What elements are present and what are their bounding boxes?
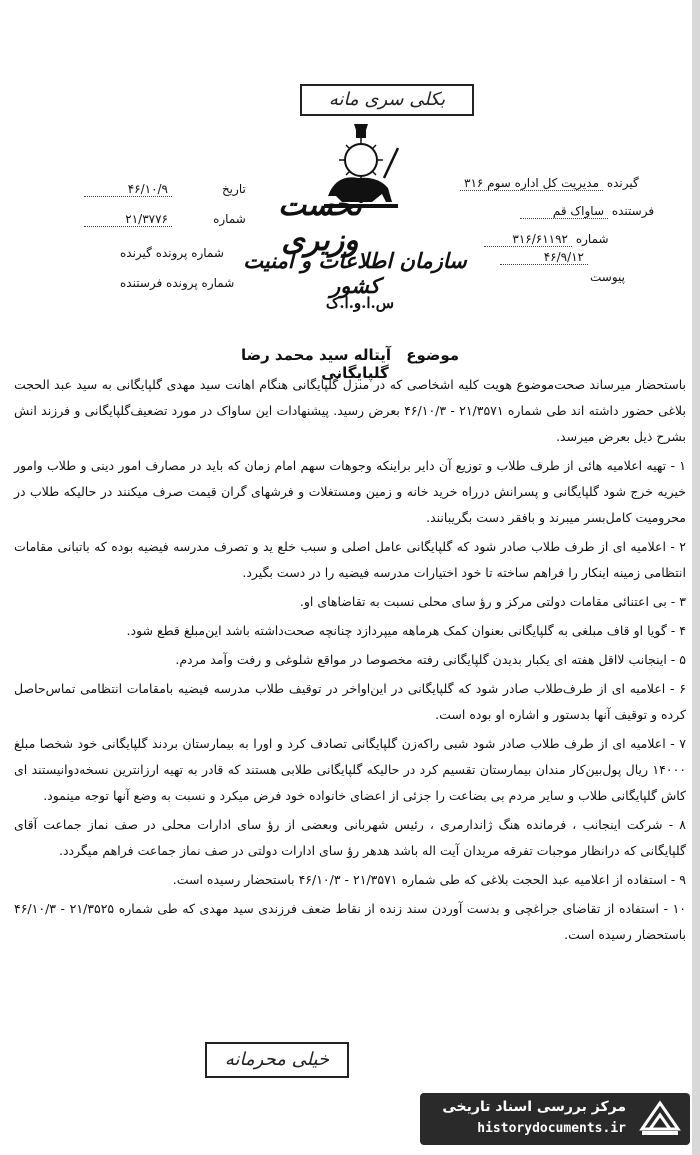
left-date-row — [84, 182, 246, 197]
org-subtitle: سازمان اطلاعات و امنیت کشور — [243, 248, 467, 298]
right-number-row — [484, 232, 609, 247]
letter-body — [14, 372, 686, 948]
subject-text: آیتاله سید محمد رضا گلپایگانی — [240, 346, 391, 382]
archive-name: مرکز بررسی اسناد تاریخی — [442, 1099, 626, 1115]
sender-file-row — [120, 276, 234, 290]
body-intro: باستحضار میرساند صحت‌موضوع هویت کلیه اشخاصی که در منزل گلپایگانی هنگام اهانت سید مهدی گلپایگانی به سید عبد الحجت بلاغی حضور داشته اند طی شماره ۲۱/۳۵۷۱ - ۴۶/۱۰/۳ بعرض رسید. پیشنهادات این ساواک در مورد تضعیف‌گلپایگانی و فرزند انش بشرح ذیل بعرض میرسد. — [14, 377, 686, 444]
body-item-5: ۵ - اینجانب لااقل هفته ای یکبار بدیدن گلپایگانی رفته مخصوصا در مواقع شلوغی و رفت وآمد مردم. — [175, 652, 686, 667]
sender-file-label: شماره پرونده فرستنده — [120, 276, 235, 290]
body-item-9: ۹ - استفاده از اعلامیه‌ عبد الحجت بلاغی که طی شماره ۲۱/۳۵۷۱ - ۴۶/۱۰/۳ باستحضار رسیده است. — [172, 872, 686, 887]
right-date-value: ۴۶/۹/۱۲ — [500, 250, 588, 265]
sender-row — [520, 204, 654, 219]
body-item-8: ۸ - شرکت اینجانب ، فرمانده هنگ ژاندارمری ، رئیس شهربانی وبعضی از رؤ سای ادارات محلی در صف نماز جماعت آقای گلپایگانی که درانظار موجبات تفرقه مریدان آیت اله باشد هدهر رؤ سای ادارات دولتی در صف نماز جماعت فراهم میگردد. — [14, 817, 686, 858]
receiver-file-label: شماره پرونده گیرنده — [120, 246, 224, 260]
org-code: س.ا.و.ا.ک — [325, 294, 395, 312]
body-item-3: ۳ - بی اعتنائی مقامات دولتی مرکز و رؤ سای محلی نسبت به تقاضاهای او. — [299, 594, 686, 609]
org-title: نخست وزیری — [278, 188, 362, 258]
receiver-file-row — [120, 246, 224, 260]
scan-edge — [692, 0, 700, 1155]
receiver-label: گیرنده — [606, 176, 639, 190]
archive-watermark — [420, 1093, 690, 1145]
body-item-6: ۶ - اعلامیه ای از طرف‌طلاب صادر شود که گلپایگانی در این‌اواخر در توقیف طلاب مدرسه فیضیه بامقامات انتظامی تماس‌حاصل کرده و توقیف آنها بدستور و اشاره او بوده است. — [14, 681, 686, 722]
body-item-10: ۱۰ - استفاده از تقاضای جراغچی و بدست آوردن سند زنده از نقاط ضعف فرزندی سید مهدی که طی شماره ۲۱/۳۵۲۵ - ۴۶/۱۰/۳ باستحضار رسیده است. — [14, 901, 686, 942]
sender-value: ساواک قم — [520, 204, 608, 219]
right-number-value: ۳۱۶/۶۱۱۹۲ — [484, 232, 572, 247]
body-item-7: ۷ - اعلامیه ای از طرف طلاب صادر شود شبی راکه‌زن گلپایگانی تصادف کرد و اورا به بیمارستان بردند گلپایگانی خود شخصا مبلغ ۱۴۰۰۰ ریال پول‌بین‌کار مندان بیمارستان تقسیم کرد در حالیکه گلپایگانی طلابی هستند که قادر به تهیه ارزانترین نسخه‌دوانیستند ای کاش گلپایگانی طلاب و سایر مردم بی بضاعت را جزئی از اعضای خانواده خود فرض میکرد و نسبت به وضع آنها توجه مینمود. — [14, 736, 686, 803]
top-classification-stamp: بکلی سری مانه — [300, 84, 474, 116]
body-item-4: ۴ - گویا او قاف مبلغی به گلپایگانی بعنوان کمک هرماهه میپردازد چنانچه صحت‌داشته باشد این‌مبلغ قطع شود. — [126, 623, 686, 638]
left-number-row — [84, 212, 246, 227]
number-value: ۲۱/۳۷۷۶ — [84, 212, 172, 227]
receiver-row — [460, 176, 639, 191]
sender-label: فرستنده — [611, 204, 655, 218]
right-date-row — [500, 250, 588, 265]
attachment-row — [590, 270, 625, 284]
number-label: شماره — [213, 212, 246, 226]
attachment-label: پیوست — [590, 270, 625, 284]
receiver-value: مدیریت کل اداره سوم ۳۱۶ — [460, 176, 603, 191]
archive-logo-icon — [638, 1099, 682, 1139]
body-item-2: ۲ - اعلامیه ای از طرف طلاب صادر شود که گلپایگانی عامل اصلی و سبب خلع ید و تصرف مدرسه فیضیه بوده که باتبانی مقامات انتظامی زمینه اینکار را فراهم ساخته تا خود اختیارات مدرسه فیضیه را در دست بگیرد. — [14, 539, 686, 580]
archive-website: historydocuments.ir — [477, 1121, 626, 1136]
date-label: تاریخ — [221, 182, 246, 196]
date-value: ۴۶/۱۰/۹ — [84, 182, 172, 197]
body-item-1: ۱ - تهیه اعلامیه هائی از طرف طلاب و توزیع آن دایر براینکه وجوهات سهم امام زمان که باید در مصارف امور دینی و طلاب وامور خیریه خرج شود گلپایگانی و پسرانش درراه خرید خانه و زمین ومستغلات و فرشهای گران قیمت صرف میکنند در حالیکه طلاب در محرومیت کامل‌بسر میبرند و بافقر دست بگریبانند. — [14, 458, 686, 525]
subject-label: موضوع — [406, 346, 460, 364]
right-number-label: شماره — [575, 232, 609, 246]
bottom-classification-stamp: خیلی محرمانه — [205, 1042, 349, 1078]
